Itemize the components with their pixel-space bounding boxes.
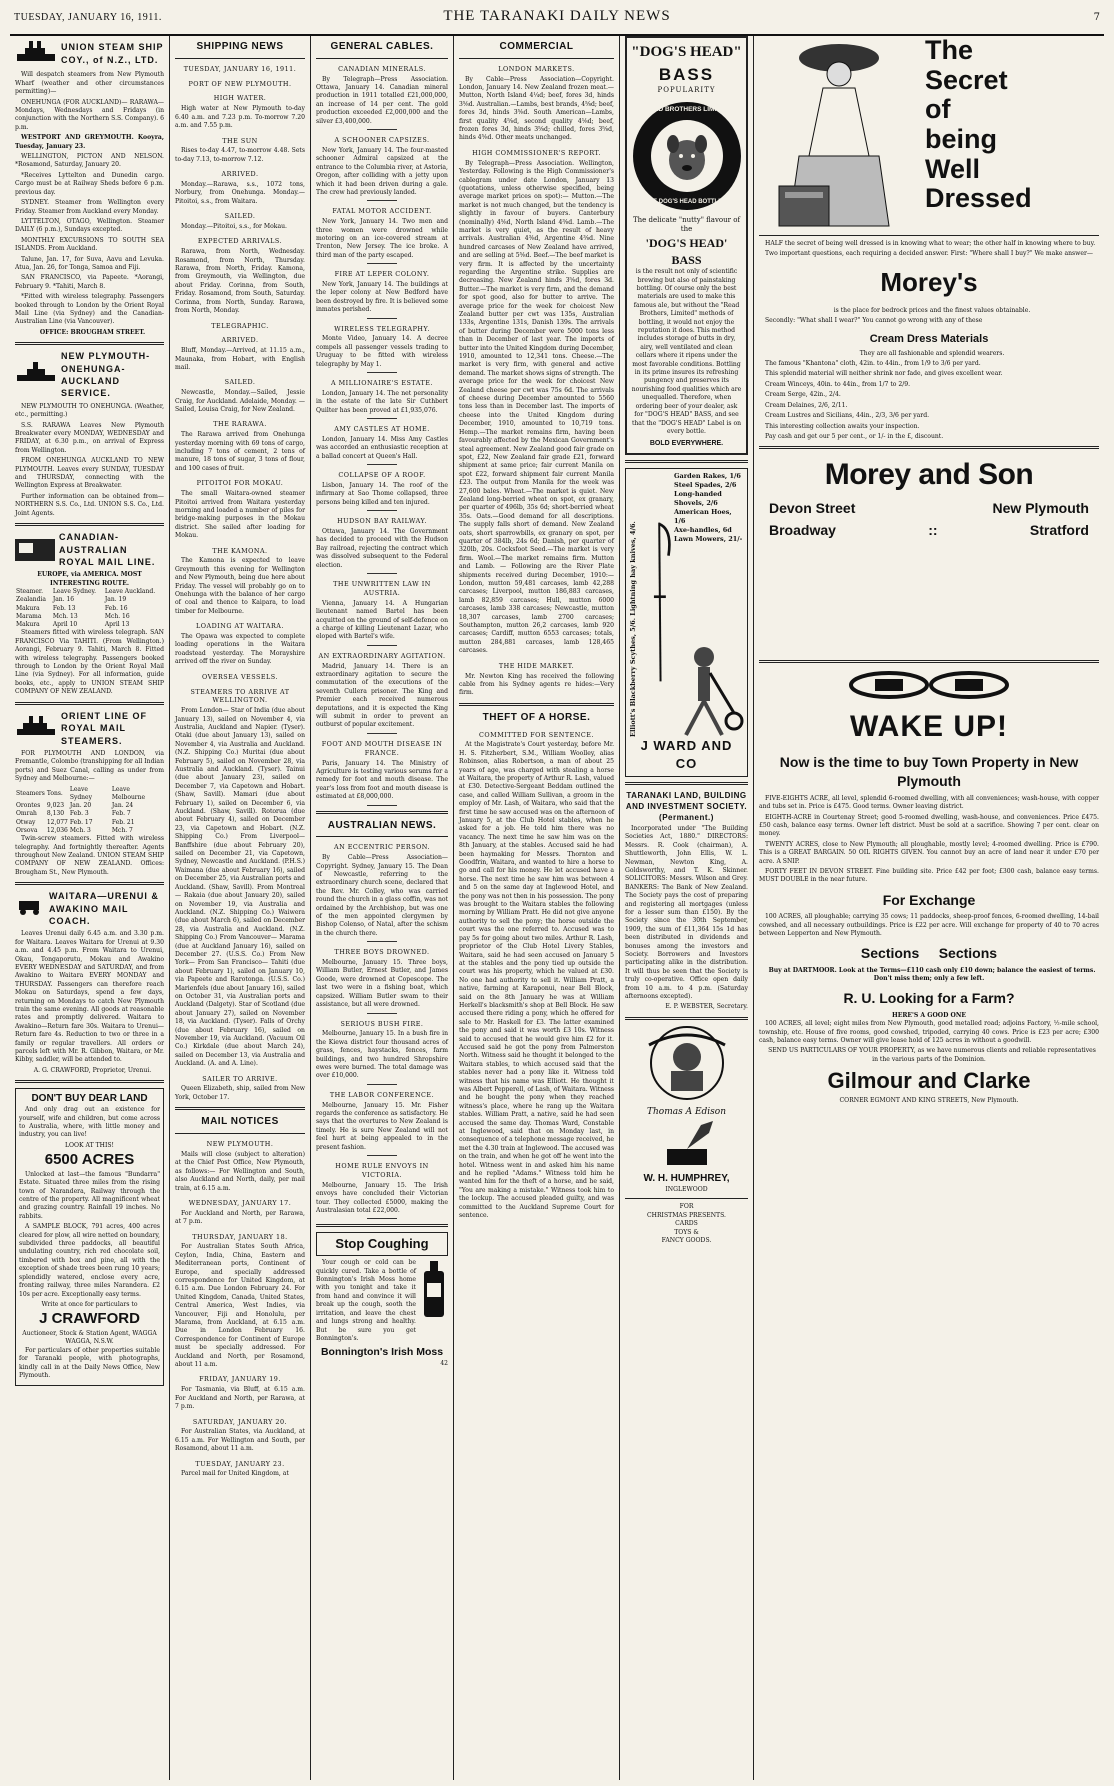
cream-heading: Cream Dress Materials: [869, 332, 989, 345]
farm-text: 100 ACRES, all level; eight miles from New Plymouth, good metalled road; adjoins Factory, ½-mile school, township, etc. House of five rooms, good cowshed, tripoded, carrying 40 cows. Price is £23 per acre; £300 cash, balance easy terms. Owner will give lease hold of 125 acres in without a goodwill.: [759, 1020, 1099, 1045]
australian-news-list: [316, 843, 448, 1219]
table-cell: Jan. 24: [111, 802, 134, 810]
scythe-icon: [646, 472, 672, 732]
humphrey-name: W. H. HUMPHREY,: [643, 1173, 730, 1185]
canadian-table: [15, 588, 164, 629]
cream-line: Pay cash and get our 5 per cent., or 1/- in the £, discount.: [765, 432, 944, 440]
columns: [10, 36, 1104, 1780]
table-cell: Marama: [16, 612, 42, 620]
property-listing: TWENTY ACRES, close to New Plymouth; all ploughable, mostly level; 4-roomed dwelling. Price is £790. This is a GREAT BARGAIN. 50 OIL RIGHTS GIVEN. You cannot buy an acre of land near it under £70 per acre. A SNIP.: [759, 840, 1099, 865]
cable-heading: CANADIAN MINERALS.: [338, 64, 426, 73]
dont-title: DON'T BUY DEAR LAND: [31, 1093, 148, 1105]
cable-heading: COLLAPSE OF A ROOF.: [338, 471, 426, 480]
table-header: [15, 588, 164, 596]
canadian-notes: Steamers fitted with wireless telegraph. SAN FRANCISCO Via TAHITI. (From Wellington.) Aorangi, February 9. Tahiti, March 8. Fitted with wireless telegraphy. Passengers booked through to London by the Orient Royal Mail Line (via Sydney). For all information, guide books, etc., apply to UNION STEAM SHIP COMPANY OF NEW ZEALAND.: [15, 629, 164, 696]
cable-text: New York, January 14. The buildings at the leper colony at New Bedford have been destroyed by fire. It is believed some inmates perished.: [316, 281, 448, 314]
waitara-banner: [15, 890, 164, 927]
cable-heading: THE LABOR CONFERENCE.: [329, 1090, 435, 1099]
union-line: *Receives Lyttelton and Dunedin cargo. Cargo must be at Railway Sheds before 6 p.m. previous day.: [15, 171, 164, 196]
column-commercial: [454, 36, 620, 1780]
cable-heading: AMY CASTLES AT HOME.: [334, 425, 430, 434]
property-listing: EIGHTH-ACRE in Courtenay Street; good 5-roomed dwelling, wash-house, and conveniences. Price £475. £50 cash, balance easy terms. Owner left district. Must be sold at a sacrifice. Showing 7 per cent. clear on money.: [759, 813, 1099, 838]
cable-heading: FATAL MOTOR ACCIDENT.: [332, 207, 432, 216]
article-text: The Opawa was expected to complete loading operations in the Waitara roadstead yesterday. The Morayshire arrived off the river on Sunday.: [175, 633, 305, 666]
union-banner: [15, 39, 164, 68]
section-heading: STEAMERS TO ARRIVE AT WELLINGTON.: [190, 687, 290, 705]
australian-news-title: AUSTRALIAN NEWS.: [327, 819, 437, 831]
canadian-banner: [15, 531, 164, 568]
union-line: Talune, Jan. 17, for Suva, Aavu and Levuka. Atua, Jan. 26, for Tonga, Samoa and Fiji.: [15, 255, 164, 271]
masthead: [10, 8, 1104, 36]
sections-heading: Sections Sections: [860, 945, 998, 962]
humphrey-town: INGLEWOOD: [665, 1185, 708, 1193]
ward-name: J WARD AND CO: [640, 737, 733, 771]
table-cell: Makura: [16, 621, 40, 629]
section-heading: THURSDAY, JANUARY 18.: [192, 1232, 288, 1241]
article-text: From London— Star of India (due about January 13), sailed on November 4, via Australia, Auckland and Napier. (Tyser). Otaki (due about January 13), sailed on November 4, via Australia and Auckland. (N.Z. Shipping Co.) Muritai (due about February 5), sailed on November 28, via Australia and Auckland. (Tyser). Tainui (due about January 23), sailed on December 7, via Capetown and Hobart. (Shaw, Savill). Mamari (due about February 1), sailed on December 6, via Auckland. (Shaw, Savill). Rotorua (due about February 4), sailed on December 23, via Capetown and Hobart. (N.Z. Shipping Co.) From Liverpool— Banffshire (due about February 20), sailed on December 21, via Capetown, Sydney, Newcastle and Auckland. (P.H.S.) Waimana (due about February 16), sailed on December 25, via Australian ports and Auckland. (Shaw, Savill). From Montreal— Rakaia (due about January 20), sailed on November 19, via Australia and Auckland. (N.Z. Shipping Co.) Waiwera (due about March 6), sailed on December 28, via Australia and Auckland. (N.Z. Shipping Co.) From Vancouver— Marama (due at Auckland January 16), sailed on December 27. (U.S.S. Co.) From New York— From San Francisco— Tahiti (due about February 1), sailed on January 10, via Papeete and Rarotonga. (U.S.S. Co.) Marienfels (due about January 16), sailed on October 31, via Australian ports and Auckland (Dalgety). Star of Scotland (due about January 27), sailed on November 18, via Auckland. (Tyser). Falls of Orchy (due about February 16), sailed on November 19, via Auckland. (Vacuum Oil Co.) Kirkdale (due about March 24), sailed on December 13, via Australia and Auckland. (A. and A. Line).: [175, 707, 305, 1068]
union-line: SAN FRANCISCO, via Papeete. *Aorangi, February 9. *Tahiti, March 8.: [15, 274, 164, 290]
table-head-cell: Leave Melbourne: [111, 785, 146, 801]
gilmour-clarke: Gilmour and Clarke: [827, 1068, 1031, 1094]
issue-date: TUESDAY, JANUARY 16, 1911.: [14, 12, 162, 23]
crawford-sub: Auctioneer, Stock & Station Agent, WAGGA WAGGA, N.S.W.: [22, 1330, 157, 1346]
column-shipping-ads: [10, 36, 170, 1780]
coach-icon: [15, 898, 45, 919]
morey-heading: Morey's: [880, 266, 978, 297]
phonograph-icon: [657, 1119, 717, 1169]
cream-line: Cream Winceys, 40in. to 44in., from 1/7 to 2/9.: [765, 380, 911, 388]
dog-head-logo: [631, 100, 743, 212]
np-line: FROM ONEHUNGA AUCKLAND TO NEW PLYMOUTH. Leaves every SUNDAY, TUESDAY and THURSDAY, connecting with the Wellington Express at Breakwater.: [15, 457, 164, 490]
presents-line: FANCY GOODS.: [661, 1236, 712, 1244]
address-part: Devon Street: [769, 499, 856, 516]
port-heading: PORT OF NEW PLYMOUTH.: [188, 79, 292, 88]
np-line: Further information can be obtained from— NORTHERN S.S. Co., Ltd. UNION S.S. Co., Ltd. Joint Agents.: [15, 492, 164, 517]
union-line: OFFICE: BROUGHAM STREET.: [39, 328, 146, 336]
section-heading: EXPECTED ARRIVALS.: [197, 237, 283, 246]
lawn-mower-icon: [674, 617, 744, 737]
cable-text: Melbourne, January 15. Mr. Fisher regards the conference as satisfactory. He says that the overtures to New Zealand is timely. He is sure New Zealand will not feel hurt at being appealed to in the present fashion.: [316, 1101, 448, 1151]
np-banner: [15, 350, 164, 400]
cable-heading: AN ECCENTRIC PERSON.: [333, 843, 431, 852]
union-line: WESTPORT AND GREYMOUTH. Kooyra, Tuesday, January 23.: [15, 134, 164, 150]
cough-ad-body: [316, 1259, 448, 1345]
ward-ad: [625, 468, 748, 777]
address-part: Stratford: [1029, 522, 1089, 539]
section-heading: HIGH WATER.: [213, 94, 267, 103]
building-society-text: Incorporated under "The Building Societies Act, 1880." DIRECTORS: Messrs. R. Cook (chairman), A. Shuttleworth, John Ellis, W. L. Newman, Newton King, A. Goldsworthy, and T. K. Skinner. SOLICITORS: Messrs. Wilson and Grey. BANKERS: The Bank of New Zealand. The Society pays the cost of preparing and registering all mortgages (unless for a lesser sum than £150). By the Society since the 30th September, 1909, the sum of £11,364 15s 1d has been distributed in dividends and bonuses among the investors and Society. Borrowers and Investors participating alike in the distribution. It will thus be seen that the Society is truly co-operative. Office open daily from 10 a.m. to 4 p.m. (Saturday afternoons excepted).: [625, 824, 748, 1001]
orient-table: [15, 786, 164, 836]
union-line: ONEHUNGA (FOR AUCKLAND)— RARAWA—Mondays, Wednesdays and Fridays (in conjunction with the Northern S.S. Company). 6 p.m.: [15, 98, 165, 131]
table-cell: 12,036: [46, 826, 68, 834]
secret-word: Well: [925, 153, 981, 184]
tools-right: [674, 472, 744, 737]
cable-text: Lisbon, January 14. The roof of the infirmary at Sao Thome collapsed, three persons being killed and ten injured.: [316, 482, 448, 506]
cough-brand: Bonnington's Irish Moss: [320, 1346, 444, 1359]
edison-portrait-icon: [643, 1025, 731, 1103]
table-cell: Jan. 19: [104, 596, 127, 604]
column-shipping-news: [170, 36, 311, 1780]
cable-text: London, January 14. Miss Amy Castles was accorded an enthusiastic reception at a ballad concert at Queen's Hall.: [316, 435, 448, 460]
dog-head-icon: [631, 100, 743, 212]
bass-word: BASS: [658, 64, 715, 84]
table-cell: Feb. 13: [52, 604, 76, 612]
farm-subheading: HERE'S A GOOD ONE: [891, 1011, 967, 1019]
address-line-1: [769, 499, 1089, 518]
article-text: Rarawa, from North, Wednesday. Rosamond, from North, Thursday. Rarawa, from North, Friday. Kamona, from Greymouth, via Wellington, due about Friday. Corinna, from South, Friday. Rosamond, from South, Saturday. Corinna, from North, Sunday. Rarawa, from North, Monday.: [175, 248, 305, 315]
cream-line: This splendid material will neither shrink nor fade, and gives excellent wear.: [765, 370, 1003, 378]
cream-line: Cream Lustres and Sicilians, 44in., 2/3, 3/6 per yard.: [765, 412, 930, 420]
presents-line: FOR: [679, 1203, 694, 1211]
article-text: By Cable—Press Association—Copyright. London, January 14. New Zealand frozen meat.—Mutton, North Island 4¼d; beef, fores 3d, hinds 3⅝d. Australian.—Lambs, best brands, 4⅝d; beef, fores 3d, hinds 3⅝d. South American—Lambs, first quality 4⅝d, second quality 4⅛d; beef, frozen fores 3d, hinds 3⅝d; chilled, fores 3⅝d, hinds 4⅝d. Other meats unchanged.: [459, 75, 614, 142]
address-part: New Plymouth: [992, 499, 1089, 516]
dateline: TUESDAY, JANUARY 16, 1911.: [183, 64, 297, 73]
popularity-label: POPULARITY: [657, 86, 716, 95]
article-text: Rises to-day 4.47, to-morrow 4.48. Sets to-day 7.13, to-morrow 7.12.: [175, 147, 305, 163]
waitara-text: Leaves Urenui daily 6.45 a.m. and 3.30 p.m. for Waitara. Leaves Waitara for Urenui at 9.30 a.m. and 4.45 p.m. From Waitara to Urenui, Okau, Tongaporutu, Mokau and Awakino EVERY WEDNESDAY and SATURDAY, and from Awakino to Waitara EVERY MONDAY and THURSDAY. Passengers can therefore reach Mokau on Saturdays, spend a few days, returning on Mondays to catch New Plymouth train the same evening. All goods at reasonable rates and promptly delivered. Waitara to Awakino—Return fare 30s. Waitara to Urenui—Return fare 4s. Reduction to two or three in a family or regular travellers. All orders or parcels left with Mr. R. Gibbon, Waitara, or Mr. Kibby, saddler, will be attended to.: [15, 930, 164, 1064]
crawford-name: J CRAWFORD: [39, 1310, 140, 1328]
edison-signature: Thomas A Edison: [646, 1107, 726, 1118]
table-row: [15, 621, 164, 629]
table-cell: Orontes: [16, 802, 41, 810]
union-notices: [15, 71, 164, 337]
farm-heading: R. U. Looking for a Farm?: [843, 990, 1015, 1007]
article-text: Mails will close (subject to alteration) at the Chief Post Office, New Plymouth, as follows:— For Wellington and South, also Auckland and North, daily, per mail train, at 6.15 a.m.: [175, 1150, 305, 1192]
cable-text: Melbourne, January 15. In a bush fire in the Kiewa district four thousand acres of grass, fences, haystacks, fences, farm buildings, and two hundred Shropshire ewes were burned. The total damage was over £10,000.: [316, 1030, 448, 1080]
cable-heading: WIRELESS TELEGRAPHY.: [334, 324, 430, 333]
section-heading: LOADING AT WAITARA.: [196, 622, 284, 631]
secret-word: Dressed: [925, 183, 1032, 214]
exchange-heading: For Exchange: [882, 891, 976, 908]
table-cell: 8,130: [46, 810, 65, 818]
table-row: [15, 819, 164, 827]
article-text: The small Waitara-owned steamer Pitoitoi arrived from Waitara yesterday morning and loaded a number of piles for bridge-making purposes in the Mokau district. She sailed after loading for Mokau.: [175, 490, 305, 540]
address-part: ::: [928, 522, 938, 539]
cable-heading: A MILLIONAIRE'S ESTATE.: [330, 379, 434, 388]
section-heading: TUESDAY, JANUARY 23.: [195, 1459, 285, 1468]
table-head-cell: Steamer.: [16, 588, 44, 596]
cable-heading: FOOT AND MOUTH DISEASE IN FRANCE.: [321, 739, 443, 757]
tool-item: Lawn Mowers, 21/-: [674, 534, 743, 543]
tools-body: [629, 472, 744, 737]
address-line-2: [769, 521, 1089, 540]
table-cell: Omrah: [16, 810, 37, 818]
steamship-icon: [15, 39, 57, 68]
table-cell: Feb. 17: [69, 818, 93, 826]
second-text: Secondly: "What shall I wear?" You cannot go wrong with any of these: [765, 317, 983, 325]
union-line: MONTHLY EXCURSIONS TO SOUTH SEA ISLANDS. From Auckland.: [15, 236, 164, 253]
waitara-sign: A. G. CRAWFORD, Proprietor, Urenui.: [33, 1066, 152, 1074]
table-row: [15, 827, 164, 835]
two-text: Two important questions, each requiring a decided answer. First: "Where shall I buy?" We make answer—: [765, 250, 1093, 258]
wake-up-heading: WAKE UP!: [850, 709, 1008, 743]
cable-text: Melbourne, January 15. Three boys, William Butler, Ernest Butler, and James Goode, were drowned at Copescope. The last two were in a fishing boat, which capsized. William Butler swam to their assistance, but all were drowned.: [316, 959, 448, 1009]
cough-text: Your cough or cold can be quickly cured. Take a bottle of Bonnington's Irish Moss home with you tonight and take it from hand and convince it will break up the cough, sooth the irritation, and leave the chest and lungs strong and healthy. But be sure you get Bonnington's.: [316, 1259, 416, 1342]
building-society-title: TARANAKI LAND, BUILDING AND INVESTMENT SOCIETY. (Permanent.): [625, 790, 748, 822]
tool-item: Long-handed Shovels, 2/6: [674, 489, 722, 507]
section-heading: THE HIDE MARKET.: [498, 661, 575, 670]
property-listing: FORTY FEET IN DEVON STREET. Fine building site. Price £42 per foot; £300 cash, balance easy terms. MUST DOUBLE in the near future.: [759, 868, 1099, 884]
cable-text: Vienna, January 14. A Hungarian lieutenant named Bartel has been acquitted on the ground of self-defence on a charge of killing Lieutenant Lazar, who eloped with Bartel's wife.: [316, 599, 448, 641]
cable-heading: A SCHOONER CAPSIZES.: [334, 136, 430, 145]
bold-everywhere: BOLD EVERYWHERE.: [649, 440, 724, 448]
steamship-icon: [15, 715, 57, 742]
secret-ad: [759, 36, 1099, 231]
table-row: [15, 810, 164, 818]
section-heading: SAILER TO ARRIVE.: [202, 1074, 278, 1083]
section-heading: SAILED.: [224, 378, 256, 387]
article-text: Monday.—Pitoitoi, s.s., for Mokau.: [181, 223, 287, 231]
secret-word: The: [925, 36, 974, 65]
property-listing: FIVE-EIGHTS ACRE, all level, splendid 6-roomed dwelling, with all conveniences; wash-house, with copper and tubs set in. Price is £475. Good terms. Owner leaving district.: [759, 794, 1099, 811]
secret-heading: [925, 36, 1032, 231]
tool-item: Axe-handles, 6d: [674, 525, 732, 534]
cable-heading: HOME RULE ENVOYS IN VICTORIA.: [335, 1162, 429, 1179]
presents-line: CHRISTMAS PRESENTS.: [646, 1211, 726, 1219]
article-text: For Australian States, via Auckland, at 6.15 a.m. For Wellington and South, per Rosamond, about 11 a.m.: [175, 1428, 305, 1453]
table-cell: Otway: [16, 818, 36, 826]
tools-side-text: Elliott's Blackberry Scythes, 5/6. Lightning hay knives, 4/6.: [629, 521, 637, 737]
article-text: At the Magistrate's Court yesterday, before Mr. H. S. Fitzherbert, S.M., William Woolley, alias Robinson, alias Robertson, a man of about 25 years of age, was charged with stealing a horse at Waitara, the property of Arthur R. Lash, valued at £30. Detective-Sergeant Beddam outlined the case, and called William Sullivan, a groom in the employ of Mr. Lash, of Waitara, who said that the first time he saw accused was on the afternoon of January 5, at the Club Hotel stables, when he asked for a job. He told him there was no vacancy. The next time he saw him was on the 8th January, at the stables. Accused said he had been haymaking for Messrs. Thornton and Goodfrin, Waitara, and wanted to hire a horse to go and call for his money. He let accused have a horse. The next time he saw him was between 4 and 5 on the same day at Inglewood Hotel, and the pony was not then in his possession. The pony was brought to the Waitara stables the following morning by William Pratt. He did not give anyone authority to sell the pony; the horse outside the court was the one referred to. Accused was to pay 5s for going about two miles. Arthur R. Lash, proprietor of the Club Hotel Livery Stables, Waitara, said he had seen accused on January 5 at the stables and the pony tied up outside the court was his property, which he valued at £30. No one had authority to sell it. William Pratt, a native, farming at Karaponui, near Bell Block, said on the 8th January he was at William Herkell's blacksmith's shop at Bell Block. He saw accused there riding a pony, which he offered for sale to Mr. Haskell for £3. The latter examined the pony and said it was worth £3 10s. Witness said to accused that he would give him £2 for it. Accused said he got the pony from Palmerston North. Witness said he thought it belonged to the Waitara stables, to which accused said that the stables never had a pony like it. Witness told witness that his name was Elliott. He thought it was Albert Pepperell, of Lash, of Waitara. Witness and he bought the pony when they reached witness's place, where he rang up the Waitara stables. William Pratt, a native, said he had seen accused the same day. Thomas Ward, Constable at Inglewood, said that on Monday last, in consequence of a telephone message received, he met the 4.30 train at Inglewood. The accused was on the train, and when he got off he went into the hotel. Witness went in and asked him his name and he replied "Adams." Witness told him he wanted him for the theft of a horse, and he said, "You are making a mistake." Witness took him to the lockup. The accused pleaded guilty, and was committed to the Auckland Supreme Court for sentence.: [459, 741, 614, 1220]
cable-text: By Telegraph—Press Association. Ottawa, January 14. Canadian mineral production in 1911 totalled £21,000,000, an increase of 14 per cent. The gold production exceeded £2,000,000 and the silver £3,400,000.: [316, 75, 448, 125]
stop-coughing-heading: Stop Coughing: [316, 1232, 448, 1256]
table-cell: Jan. 16: [52, 596, 75, 604]
table-head-cell: Leave Sydney.: [52, 588, 97, 596]
section-heading: FRIDAY, JANUARY 19.: [199, 1375, 281, 1384]
np-line: NEW PLYMOUTH TO ONEHUNGA. (Weather, etc., permitting.): [15, 402, 164, 419]
table-row: [15, 596, 164, 604]
section-heading: ARRIVED.: [221, 170, 259, 179]
presents-line: TOYS &: [674, 1228, 699, 1236]
section-heading: THE KAMONA.: [212, 546, 268, 555]
ring-text-top: HEAD BROTHERS LIMITED: [644, 105, 730, 113]
morey-text: is the place for bedrock prices and the finest values obtainable.: [833, 306, 1031, 314]
union-line: Will despatch steamers from New Plymouth Wharf (weather and other circumstances permitting)—: [15, 71, 164, 96]
theft-title: THEFT OF A HORSE.: [482, 711, 591, 723]
union-line: *Fitted with wireless telegraphy. Passengers booked through to London by the Orient Royal Mail Line (via Sydney) and the Canadian-Australian Line (via Vancouver).: [15, 293, 164, 326]
column-general-cables: [311, 36, 454, 1780]
orient-notes: Twin-screw steamers. Fitted with wireless telegraphy. And fortnightly thereafter. Agents throughout New Zealand. UNION STEAM SHIP COMPANY OF NEW ZEALAND. Offices: Brougham St., New Plymouth.: [15, 835, 164, 876]
commercial-title: COMMERCIAL: [499, 41, 574, 52]
section-heading: OVERSEA VESSELS.: [202, 672, 278, 681]
presents-line: CARDS: [675, 1220, 698, 1228]
table-head-cell: Steamers: [16, 789, 45, 797]
general-cables-title: GENERAL CABLES.: [330, 41, 434, 52]
table-cell: Mch. 13: [52, 612, 78, 620]
acres-text: Unlocked at last—the famous "Bundarra" Estate. Situated three miles from the rising town of Narandera, Railway through the centre of the property. All magnificent wheat and grazing country. Rainfall 19 inches. No rabbits.: [19, 1170, 160, 1220]
article-text: Queen Elizabeth, ship, sailed from New York, October 17.: [175, 1085, 305, 1101]
section-heading: WEDNESDAY, JANUARY 17.: [188, 1198, 292, 1207]
section-heading: COMMITTED FOR SENTENCE.: [479, 730, 594, 739]
section-heading: HIGH COMMISSIONER'S REPORT.: [472, 148, 601, 157]
table-cell: 9,023: [46, 802, 65, 810]
table-head-cell: Tons.: [46, 789, 63, 797]
wake-subheading: Now is the time to buy Town Property in New Plymouth: [779, 754, 1079, 790]
orient-banner: [15, 710, 164, 747]
secret-word: of: [925, 94, 951, 125]
ad-number: 42: [440, 1359, 448, 1367]
cable-text: Melbourne, January 15. The Irish envoys have concluded their Victorian tour. They collected £5000, making the Australasian total £22,000.: [316, 1181, 448, 1214]
write-label: Write at once for particulars to: [41, 1300, 138, 1308]
mail-notices-title: MAIL NOTICES: [201, 1116, 279, 1128]
cable-heading: FIRE AT LEPER COLONY.: [334, 270, 430, 279]
shipping-news-title: SHIPPING NEWS: [196, 41, 284, 52]
union-title: UNION STEAM SHIP COY., of N.Z., LTD.: [61, 42, 164, 65]
cable-heading: THE UNWRITTEN LAW IN AUSTRIA.: [333, 580, 431, 597]
table-cell: April 10: [52, 621, 78, 629]
table-cell: Mch. 3: [69, 826, 91, 834]
bass-text: is the result not only of scientific brewing but also of painstaking bottling. Of course only the best materials are used to make this famous ale, but without the "Read Brothers, Limited" methods of bottling, it would not enjoy the reputation it does. This method includes storage of butts in dry, airy, well ventilated and clean cellars where it ripens under the most favorable conditions. Bottling in its prime insures its refreshing pungency and preserves its nourishing food qualities which are unequalled. Therefore, when ordering beer of your dealer, ask for "DOG'S HEAD" BASS, and see that the "DOG'S HEAD" Label is on every bottle.: [631, 268, 742, 435]
secret-word: being: [925, 124, 997, 155]
half-text: HALF the secret of being well dressed is in knowing what to wear; the other half in knowing where to buy.: [765, 240, 1096, 247]
waitara-title: WAITARA—URENUI & AWAKINO MAIL COACH.: [49, 891, 159, 926]
cream-intro: They are all fashionable and splendid wearers.: [859, 349, 1005, 357]
union-line: SYDNEY. Steamer from Wellington every Friday. Steamer from Auckland every Monday.: [15, 199, 164, 215]
union-line: LYTTELTON, OTAGO, Wellington. Steamer DAILY (6 p.m.), Sundays excepted.: [15, 217, 164, 234]
table-cell: 12,077: [46, 818, 68, 826]
bottle-icon: [420, 1259, 448, 1345]
table-cell: Zealandia: [16, 596, 46, 604]
orient-text: FOR PLYMOUTH AND LONDON, via Fremantle, Colombo (transhipping for all Indian ports) and Suez Canal, calling as under from Sydney and Melbourne:—: [15, 749, 164, 783]
cable-heading: HUDSON BAY RAILWAY.: [337, 517, 427, 526]
eyes-graphic: [759, 668, 1099, 705]
np-title: NEW PLYMOUTH-ONEHUNGA-AUCKLAND SERVICE.: [61, 351, 151, 399]
article-text: For Tasmania, via Bluff, at 6.15 a.m. For Auckland and North, per Rarawa, at 7 p.m.: [175, 1386, 305, 1411]
np-line: S.S. RARAWA Leaves New Plymouth Breakwater every MONDAY, WEDNESDAY and FRIDAY, at 6.30 p.m., on arrival of Express from Wellington.: [15, 421, 164, 454]
table-cell: Feb. 7: [111, 810, 131, 818]
article-text: Bluff, Monday.—Arrived, at 11.15 a.m., Maunaka, from Hobart, with English mail.: [175, 347, 305, 371]
table-head-cell: Leave Auckland.: [104, 588, 156, 596]
sample-text: A SAMPLE BLOCK, 791 acres, 400 acres cleared for plow, all wire netted on boundary, subdivided three paddocks, all beautiful undulating country, rich red chocolate soil, timbered with box and pine, all with the exception of shade trees been rung 10 years; splendidly watered, enclose every acre, fronting railway, three miles Narandera. £2 10s per acre. Exceptionally easy terms.: [19, 1223, 160, 1298]
gilmour-address: CORNER EGMONT AND KING STREETS, New Plymouth.: [839, 1096, 1019, 1104]
section-heading: ARRIVED.: [221, 336, 259, 345]
cable-text: By Cable—Press Association—Copyright. Sydney, January 15. The Dean of Newcastle, referring to the extraordinary church scene, declared that the Rev. Mr. Colley, who was carried round the church in a glass coffin, was not ordained by the Archbishop, but was one of the men appointed clergymen by Bishop Colenso, of Natal, after the schism in the church there.: [316, 854, 448, 937]
look-label: LOOK AT THIS!: [64, 1141, 114, 1149]
section-heading: SAILED.: [224, 212, 256, 221]
tool-item: American Hoes, 1/6: [674, 507, 732, 525]
table-cell: Makura: [16, 604, 40, 612]
crawford-foot: For particulars of other properties suitable for Taranaki people, with photographs, kindly call in at the Daily News Office, New Plymouth.: [19, 1346, 160, 1380]
paper-title: THE TARANAKI DAILY NEWS: [443, 8, 671, 24]
article-text: Parcel mail for United Kingdom, at: [181, 1470, 289, 1478]
article-text: For Auckland and North, per Rarawa, at 7 p.m.: [175, 1209, 305, 1226]
table-cell: April 13: [104, 621, 130, 629]
orient-title: ORIENT LINE OF ROYAL MAIL STEAMERS.: [61, 710, 147, 746]
article-text: For Australian States South Africa, Ceylon, India, China, Eastern and Mediterranean ports, Continent of Europe, and specially addressed correspondence for United Kingdom, at 6.15 a.m. Due London February 24. For United Kingdom, Canada, United States, Central America, West Indies, via Vancouver, Fiji and Honolulu, per Marama, from Auckland, at 6.15 a.m. Due in London February 16. Correspondence for Continent of Europe must be specially addressed. For Auckland and North, per Rosamond, about 11 a.m.: [175, 1243, 305, 1369]
section-heading: THE SUN: [222, 136, 258, 145]
cable-text: New York, January 14. Two men and three women were drowned while motoring on an ice-covered stream at Trenton, New Jersey. The ice broke. A third man of the party escaped.: [316, 218, 448, 259]
table-cell: Orsova: [16, 826, 38, 834]
morey-and-son: Morey and Son: [824, 458, 1034, 492]
cream-line: This interesting collection awaits your inspection.: [765, 422, 920, 430]
flag-icon: [15, 539, 55, 561]
table-row: [15, 802, 164, 810]
secret-word: Secret: [925, 64, 1008, 95]
table-cell: Jan. 20: [69, 802, 92, 810]
table-cell: Feb. 21: [111, 818, 135, 826]
column-large-ads: [754, 36, 1104, 1780]
cable-text: Madrid, January 14. There is an extraordinary agitation to secure the commutation of the executions of the seventh Cullera prisoner. The King and Premier each received numerous deputations, and it is expected the King will submit in order to prevent an outburst of popular excitement.: [316, 662, 448, 729]
cable-text: New York, January 14. The four-masted schooner Admiral capsized at the entrance to the Columbia river, at Astoria, Oregon, after colliding with a jetty upon which it had been driven during a gale. The crew had previously landed.: [316, 146, 448, 196]
steamship-icon: [15, 361, 57, 388]
table-cell: Feb. 3: [69, 810, 89, 818]
ring-text-bottom: THE DOG'S HEAD BOTTLING: [645, 198, 729, 205]
table-cell: Feb. 16: [104, 604, 128, 612]
bass-brand: "DOG'S HEAD": [631, 44, 742, 60]
table-header: [15, 786, 164, 803]
page-number: 7: [1093, 12, 1100, 23]
column-ads: [620, 36, 754, 1780]
table-row: [15, 605, 164, 613]
section-heading: LONDON MARKETS.: [498, 64, 575, 73]
article-text: The Kamona is expected to leave Greymouth this evening for Wellington and New Plymouth, being due here about Friday. The vessel will probably go on to Onehunga with the balance of her cargo of coal and thence to Kaipara, to load timber for Melbourne.: [175, 557, 305, 615]
table-cell: Mch. 7: [111, 826, 133, 834]
section-heading: SATURDAY, JANUARY 20.: [192, 1417, 288, 1426]
send-text: SEND US PARTICULARS OF YOUR PROPERTY, as we have numerous clients and reliable representatives in the various parts of the Dominion.: [768, 1047, 1096, 1063]
crawford-ad: [15, 1088, 164, 1386]
tool-item: Steel Spades, 2/6: [674, 480, 737, 489]
cream-line: The famous "Khantona" cloth, 42in. to 44in., from 1/9 to 3/6 per yard.: [765, 360, 981, 368]
bass-name-2: 'DOG'S HEAD' BASS: [645, 236, 728, 267]
article-text: Monday.—Rarawa, s.s., 1072 tons, Norbury, from Onehunga. Monday.—Pitoitoi, s.s., from Waitara.: [175, 180, 305, 205]
cable-text: Monte Video, January 14. A decree compels all passenger vessels trading to Uruguay to be fitted with wireless telegraphy by May 1.: [316, 335, 448, 368]
cable-heading: AN EXTRAORDINARY AGITATION.: [318, 651, 446, 660]
article-text: By Telegraph—Press Association. Wellington, Yesterday. Following is the High Commissioner's cablegram under date London, January 13 (quotations, unless otherwise specified, being average market prices on spot):— Mutton.—The market is not much changed, but the tendency is slightly in favour of buyers. Canterbury (nominally) 4⅝d, North Island 4⅜d. Lamb.—The market is very quiet, as the result of heavy arrivals. Australian 4⅜d, Argentine 4⅜d. Nine hundred carcases of New Zealand have arrived, and are selling at 5⅝d. Beef.—The beef market is very firm. It is affected by the uncertainty regarding the Argentine strike. Supplies are decreasing. New Zealand hinds 3⅝d, fores 3d. Butter.—The market is very firm, and the demand for spot good, also for butter to arrive. The average price for the week for choicest New Zealand butter per cwt was 135s, Australian 133s, Argentine 131s, Danish 139s. The arrivals of butter during December were 5000 tons less than in December of last year. The imports of butter into the United Kingdom during December, 1910, amounted to 12,341 tons. Cheese.—The market is very firm, with general and active demand. The market shows signs of strength. The average price for the week for choicest New Zealand cheese per cwt was 75s 6d. The arrivals of cheese during December amounted to 5560 tons less than in December last. The imports of cheese into the United Kingdom during December, 1910, amounted to 10,719 tons. Hemp.—The market remains firm, having been favourably affected by the Mexican Government's steal agreement. New Zealand good fair grade on spot, £22, New Zealand fair grade £21, forward shipment at same price; fair current Manila on spot £22, forward shipment fair current Manila £23. The output from Manila for the week was 27,600 bales. Wheat.—The market is quiet. New Zealand long-berried wheat on spot, ex granary, per quarter of 496lb, 35s 6d; short-berried wheat 35s. Oats.—Good demand for all descriptions. The supply falls short of demand. New Zealand oats, short sparrowbills, ex granary on spot, per quarter of 384lb, 24s 6d; Danish, per quarter of 320lb, 20s. Cocksfoot Seed.—The market is very firm. Wool.—The market remains firm. Mutton and Lamb. — Following are the River Plate shipments received during December, 1910:—London, mutton 59,481 carcases, lamb 42,288 carcases; Liverpool, mutton 186,883 carcases, lamb 82,859 carcases; Hull, mutton 6000 carcases, lamb 338 carcases; Newcastle, mutton 18,307 carcases, lamb 2700 carcases; Southampton, mutton 26,2 carcases, lamb 920 carcases; Cardiff, mutton 6553 carcases; totals, mutton 284,881 carcases, lamb 128,465 carcases.: [459, 159, 614, 655]
table-cell: Mch. 16: [104, 612, 130, 620]
cables-list: [316, 65, 448, 806]
cable-heading: SERIOUS BUSH FIRE.: [340, 1019, 424, 1028]
building-society-sign: E. P. WEBSTER, Secretary.: [665, 1003, 748, 1011]
well-dressed-lady-icon: [759, 36, 919, 231]
delicate-text: The delicate "nutty" flavour of the: [632, 215, 741, 234]
table-row: [15, 613, 164, 621]
canadian-title: CANADIAN-AUSTRALIAN ROYAL MAIL LINE.: [59, 532, 156, 567]
section-heading: PITOITOI FOR MOKAU.: [196, 479, 284, 488]
article-text: The Rarawa arrived from Onehunga yesterday morning with 69 tons of cargo, including 7 tons of cement, 2 tens of manure, 18 tons of sugar, 3 tons of flour, and 100 cases of fruit.: [175, 431, 305, 472]
cable-text: Ottawa, January 14. The Government has decided to proceed with the Hudson Bay railroad, rejecting the contract which was dissolved subsequent to the Federal election.: [316, 528, 448, 569]
cream-line: Cream Delaines, 2/6, 2/11.: [765, 401, 848, 409]
cream-line: Cream Serge, 42in., 2/4.: [765, 391, 841, 399]
humphrey-ad: [625, 1025, 748, 1245]
exchange-text: 100 ACRES, all ploughable; carrying 35 cows; 11 paddocks, sheep-proof fences, 6-roomed dwelling, 14-bail cowshed, and all necessary outbuildings. Price is £22 per acre. Will exchange for property of 40 to 70 acres between Lepperton and New Plymouth.: [759, 913, 1099, 937]
article-text: Mr. Newton King has received the following cable from his Sydney agents re hides:—Very firm.: [459, 672, 614, 697]
canadian-sub: EUROPE, via AMERICA. MOST INTERESTING ROUTE.: [37, 571, 142, 587]
tool-item: Garden Rakes, 1/6: [674, 471, 741, 480]
tools-list: [674, 472, 744, 544]
acres-heading: 6500 ACRES: [44, 1151, 135, 1169]
union-line: WELLINGTON, PICTON AND NELSON. *Rosamond, Saturday, January 20.: [15, 153, 164, 169]
dont-text: And only drag out an existence for yourself, wife and children, but come across to Australia, where, with little money and industry, you can live!: [19, 1106, 160, 1139]
eyes-icon: [829, 668, 1029, 702]
table-head-cell: Leave Sydney: [69, 785, 92, 801]
section-heading: NEW PLYMOUTH.: [206, 1140, 274, 1149]
cable-text: London, January 14. The net personality in the estate of the late Sir Cuthbert Quilter has been proved at £1,935,076.: [316, 389, 448, 414]
cable-text: Paris, January 14. The Ministry of Agriculture is testing various serums for a remedy for foot and mouth disease. The year's loss from foot and mouth disease is estimated at £8,000,000.: [316, 759, 448, 801]
article-text: Newcastle, Monday.—Sailed, Jessie Craig, for Auckland. Adelaide, Monday. — Sailed, Louisa Craig, for New Zealand.: [175, 389, 305, 414]
bass-ad: [625, 36, 748, 455]
section-heading: TELEGRAPHIC.: [211, 321, 269, 330]
cable-heading: THREE BOYS DROWNED.: [334, 948, 430, 957]
address-part: Broadway: [769, 522, 836, 539]
section-heading: THE RARAWA.: [213, 420, 267, 429]
article-text: High water at New Plymouth to-day 6.40 a.m. and 7.23 p.m. To-morrow 7.20 a.m. and 7.55 p.m.: [175, 105, 305, 130]
sections-text: Buy at DARTMOOR. Look at the Terms—£110 cash only £10 down; balance the easiest of terms. Don't miss them; only a few left.: [768, 966, 1096, 983]
